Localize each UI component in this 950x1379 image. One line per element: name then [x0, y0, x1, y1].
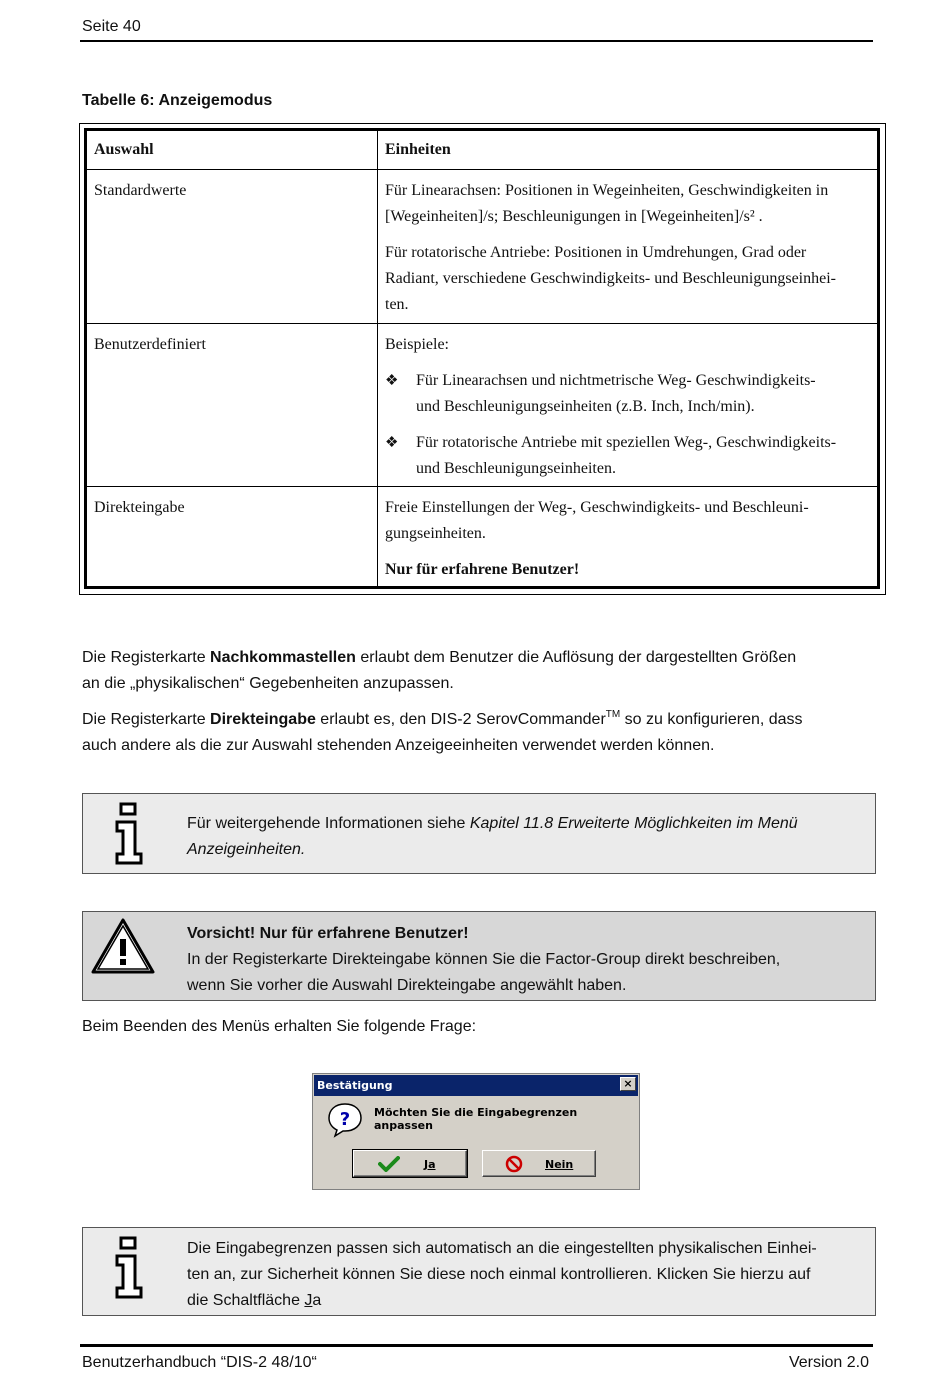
table-row-user-defined — [86, 324, 879, 487]
paragraph-decimal-places — [82, 645, 882, 697]
cell-emphasis: Nur für erfahrene Benutzer! — [385, 561, 580, 578]
diamond-bullet-icon: ❖ — [385, 373, 399, 389]
cell-text-line: und Beschleunigungseinheiten (z.B. Inch, Inch/min). — [416, 398, 755, 415]
question-icon — [327, 1102, 363, 1138]
text-run: Für weitergehende Informationen siehe — [187, 815, 470, 832]
cell-intro: Beispiele: — [385, 336, 449, 353]
info-note-box — [82, 1227, 876, 1316]
footer-version: Version 2.0 — [788, 1354, 869, 1371]
note-line — [187, 811, 867, 837]
no-button[interactable] — [482, 1150, 596, 1177]
chapter-reference: Anzeigeinheiten. — [187, 841, 306, 858]
yes-button[interactable] — [353, 1150, 467, 1177]
text-run: a — [312, 1292, 322, 1309]
header-selection: Auswahl — [86, 130, 378, 170]
dialog-titlebar: Bestätigung — [314, 1075, 638, 1096]
cell-units — [378, 487, 879, 588]
info-icon — [113, 1236, 145, 1300]
bullet-text — [416, 368, 816, 420]
paragraph-line: auch andere als die zur Auswahl stehenden Anzeigeeinheiten verwendet werden können. — [82, 737, 715, 754]
info-icon — [113, 802, 145, 866]
bullet-text — [416, 430, 836, 482]
note-line — [187, 837, 867, 863]
checkmark-icon — [378, 1156, 400, 1172]
header-rule — [80, 40, 873, 42]
trademark-superscript: TM — [605, 709, 621, 720]
text-run: Die Registerkarte — [82, 711, 211, 728]
cell-text-line: [Wegeinheiten]/s; Beschleunigungen in [Wegeinheiten]/s² . — [385, 208, 763, 225]
cell-selection: Standardwerte — [86, 170, 378, 324]
table-header-row — [86, 130, 879, 170]
paragraph-direct-input — [82, 707, 882, 759]
note-line: wenn Sie vorher die Auswahl Direkteingabe angewählt haben. — [187, 977, 627, 994]
no-button-label: Nein — [545, 1158, 574, 1171]
cell-text-line: ten. — [385, 296, 409, 313]
note-line: In der Registerkarte Direkteingabe können Sie die Factor-Group direkt beschreiben, — [187, 951, 781, 968]
paragraph-line: an die „physikalischen“ Gegebenheiten anzupassen. — [82, 675, 454, 692]
close-icon[interactable]: × — [620, 1077, 636, 1091]
text-run: die Schaltfläche — [187, 1292, 305, 1309]
note-line: ten an, zur Sicherheit können Sie diese noch einmal kontrollieren. Klicken Sie hierzu auf — [187, 1266, 811, 1283]
cell-units — [378, 170, 879, 324]
bullet-item — [385, 368, 873, 420]
text-run: Die Registerkarte — [82, 649, 211, 666]
text-run: erlaubt dem Benutzer die Auflösung der dargestellten Größen — [355, 649, 797, 666]
cell-text-line: Für Linearachsen: Positionen in Wegeinheiten, Geschwindigkeiten in — [385, 182, 829, 199]
tab-name-direct-input: Direkteingabe — [210, 711, 316, 728]
footer-manual-title: Benutzerhandbuch “DIS-2 48/10“ — [82, 1354, 317, 1371]
display-mode-table — [84, 128, 880, 589]
footer-rule — [80, 1344, 873, 1347]
table-caption: Tabelle 6: Anzeigemodus — [82, 92, 273, 109]
paragraph-line — [82, 645, 882, 671]
note-text — [187, 1236, 867, 1314]
warning-triangle-icon — [90, 917, 156, 975]
page-number: Seite 40 — [82, 18, 141, 35]
diamond-bullet-icon: ❖ — [385, 435, 399, 451]
header-units: Einheiten — [378, 130, 879, 170]
info-note-box — [82, 793, 876, 874]
paragraph-line — [82, 707, 882, 733]
paragraph-exit-question: Beim Beenden des Menüs erhalten Sie folgende Frage: — [82, 1018, 477, 1035]
svg-text:?: ? — [339, 1109, 351, 1130]
mnemonic-letter: J — [304, 1292, 313, 1309]
cell-selection: Benutzerdefiniert — [86, 324, 378, 487]
yes-button-label: Ja — [424, 1158, 436, 1171]
no-entry-icon — [505, 1155, 523, 1173]
cell-text-line: Für rotatorische Antriebe: Positionen in Umdrehungen, Grad oder — [385, 244, 807, 261]
cell-text-line: und Beschleunigungseinheiten. — [416, 460, 616, 477]
cell-units — [378, 324, 879, 487]
cell-text-line: Für rotatorische Antriebe mit speziellen Weg-, Geschwindigkeits- — [416, 434, 837, 451]
text-run: so zu konfigurieren, dass — [620, 711, 803, 728]
bullet-item — [385, 430, 873, 482]
cell-text-line: Für Linearachsen und nichtmetrische Weg- Geschwindigkeits- — [416, 372, 816, 389]
caution-note-box — [82, 911, 876, 1001]
note-text — [187, 811, 867, 863]
dialog-message: Möchten Sie die Eingabegrenzen anpassen — [374, 1106, 578, 1132]
note-line: Die Eingabegrenzen passen sich automatisch an die eingestellten physikalischen Einhei- — [187, 1240, 817, 1257]
table-row-direct-input — [86, 487, 879, 588]
note-text — [187, 921, 867, 999]
cell-text-line: gungseinheiten. — [385, 525, 486, 542]
confirmation-dialog — [312, 1073, 640, 1190]
note-line — [187, 1288, 867, 1314]
caution-title: Vorsicht! Nur für erfahrene Benutzer! — [187, 925, 469, 942]
chapter-reference: Kapitel 11.8 Erweiterte Möglichkeiten im Menü — [469, 815, 798, 832]
cell-text-line: Freie Einstellungen der Weg-, Geschwindigkeits- und Beschleuni- — [385, 499, 809, 516]
tab-name-decimal-places: Nachkommastellen — [210, 649, 356, 666]
cell-text-line: Radiant, verschiedene Geschwindigkeits- und Beschleunigungseinhei- — [385, 270, 836, 287]
cell-selection: Direkteingabe — [86, 487, 378, 588]
text-run: erlaubt es, den DIS-2 SerovCommander — [315, 711, 606, 728]
table-row-standard — [86, 170, 879, 324]
